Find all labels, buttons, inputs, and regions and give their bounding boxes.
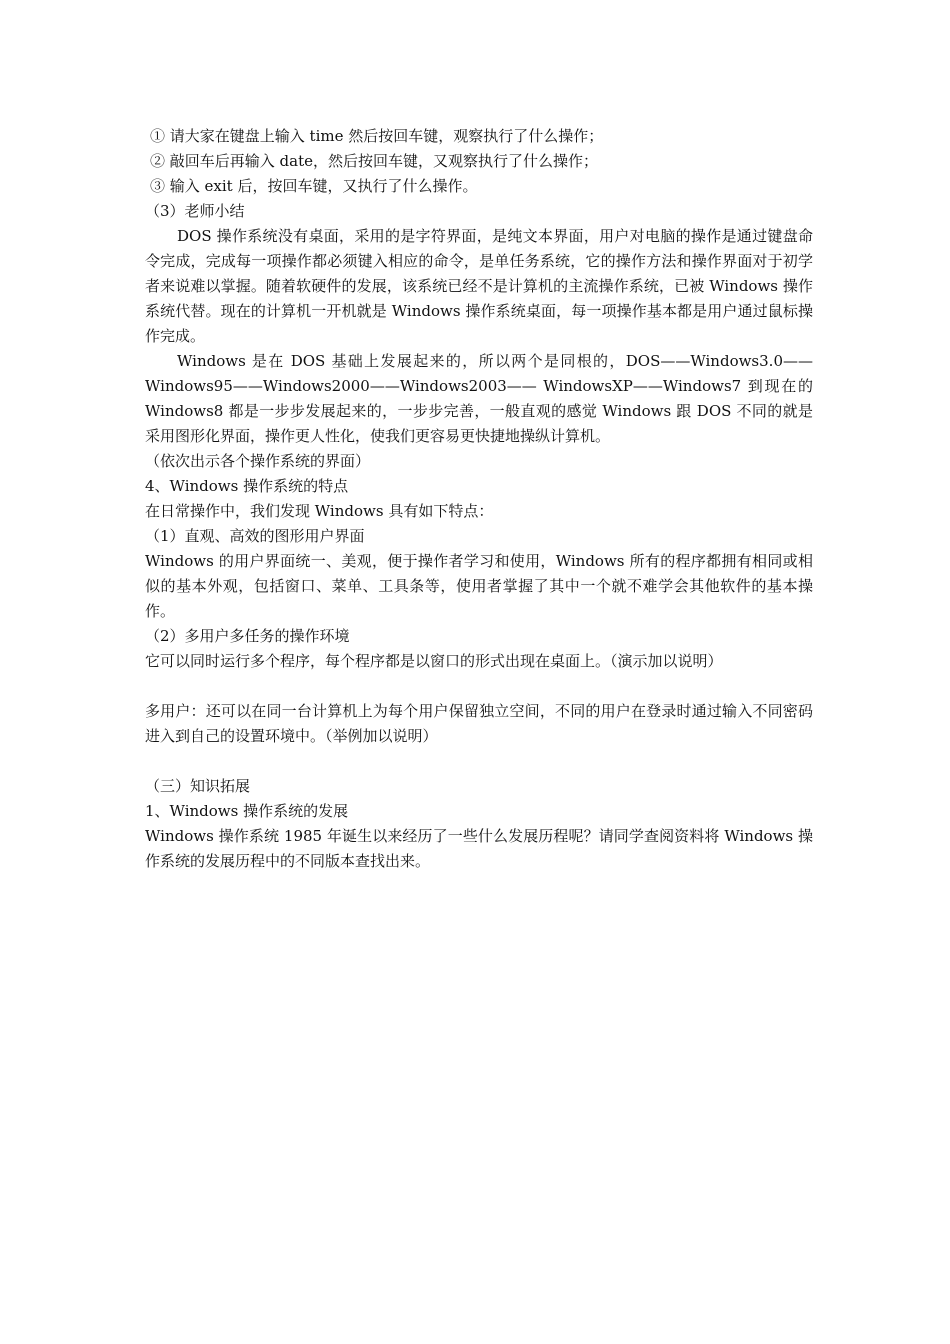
extension-heading: （三）知识拓展 bbox=[145, 777, 251, 795]
blank-line bbox=[145, 674, 813, 699]
feature-2-text: 它可以同时运行多个程序，每个程序都是以窗口的形式出现在桌面上。（演示加以说明） bbox=[145, 652, 723, 670]
multiuser-text: 多用户：还可以在同一台计算机上为每个用户保留独立空间，不同的用户在登录时通过输入不同密码进入到自己的设置环境中。（举例加以说明） bbox=[145, 702, 813, 745]
feature-2-heading: （2）多用户多任务的操作环境 bbox=[145, 627, 350, 645]
dos-paragraph: DOS 操作系统没有桌面，采用的是字符界面，是纯文本界面，用户对电脑的操作是通过键盘命令完成，完成每一项操作都必须键入相应的命令，是单任务系统，它的操作方法和操作界面对于初学者来说难以掌握。随着软硬件的发展，该系统已经不是计算机的主流操作系统，已被 Windows 操作系统代替。现在的计算机一开机就是 Windows 操作系统桌面，每一项操作基本都是用户通过鼠标操作完成。 bbox=[145, 227, 813, 345]
feature-1-text: Windows 的用户界面统一、美观，便于操作者学习和使用，Windows 所有的程序都拥有相同或相似的基本外观，包括窗口、菜单、工具条等，使用者掌握了其中一个就不难学会其他软件的基本操作。 bbox=[145, 552, 813, 620]
development-heading: 1、Windows 操作系统的发展 bbox=[145, 802, 349, 820]
windows-history-paragraph: Windows 是在 DOS 基础上发展起来的，所以两个是同根的，DOS——Windows3.0——Windows95——Windows2000——Windows2003—— WindowsXP——Windows7 到现在的 Windows8 都是一步步发展起来的，一步步完善，一般直观的感觉 Windows 跟 DOS 不同的就是采用图形化界面，操作更人性化，使我们更容易更快捷地操纵计算机。 bbox=[145, 352, 813, 445]
teacher-summary-heading: （3）老师小结 bbox=[145, 202, 245, 220]
feature-1-heading: （1）直观、高效的图形用户界面 bbox=[145, 527, 365, 545]
step-2-text: ② 敲回车后再输入 date，然后按回车键，又观察执行了什么操作； bbox=[150, 152, 598, 170]
development-text: Windows 操作系统 1985 年诞生以来经历了一些什么发展历程呢？请同学查阅资料将 Windows 操作系统的发展历程中的不同版本查找出来。 bbox=[145, 827, 813, 870]
features-heading: 4、Windows 操作系统的特点 bbox=[145, 477, 349, 495]
step-3-text: ③ 输入 exit 后，按回车键，又执行了什么操作。 bbox=[150, 177, 478, 195]
document-page bbox=[145, 124, 813, 874]
features-intro: 在日常操作中，我们发现 Windows 具有如下特点： bbox=[145, 502, 494, 520]
step-1-text: ① 请大家在键盘上输入 time 然后按回车键，观察执行了什么操作； bbox=[150, 127, 604, 145]
blank-line bbox=[145, 749, 813, 774]
show-interfaces-note: （依次出示各个操作系统的界面） bbox=[145, 452, 371, 470]
